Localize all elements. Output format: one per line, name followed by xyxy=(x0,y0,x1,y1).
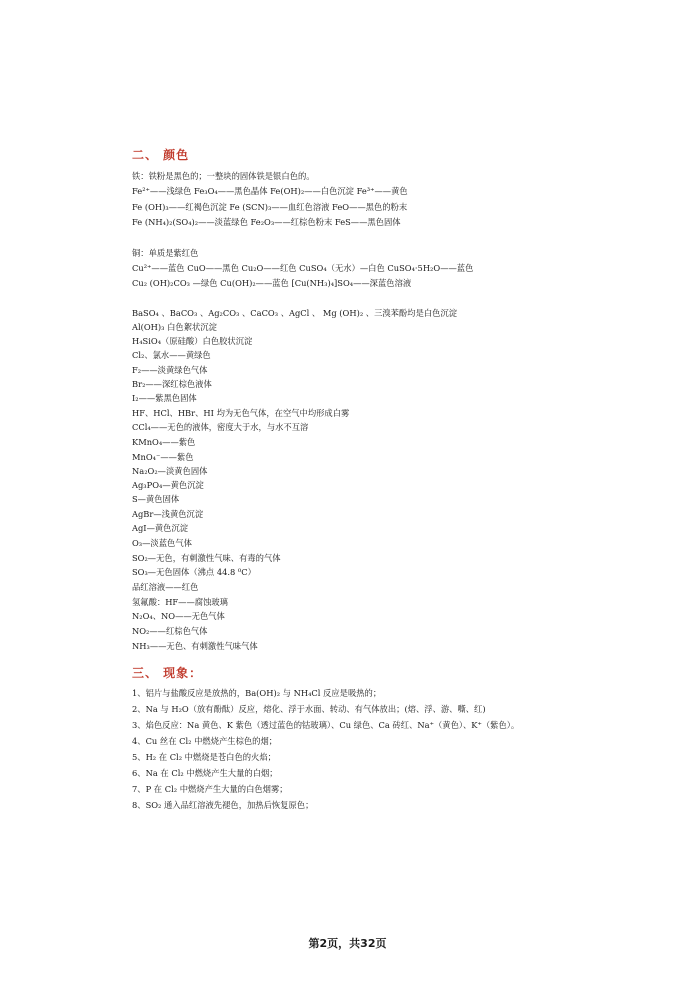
phenomenon-item: 7、P 在 Cl₂ 中燃烧产生大量的白色烟雾； xyxy=(132,784,288,794)
phenomenon-item: 2、Na 与 H₂O（放有酚酞）反应，熔化、浮于水面、转动、有气体放出；(熔、浮、游、嘶、红) xyxy=(132,704,486,714)
color-line: Al(OH)₃ 白色絮状沉淀 xyxy=(132,322,217,332)
color-line: CCl₄——无色的液体，密度大于水，与水不互溶 xyxy=(132,422,309,432)
color-line: Br₂——深红棕色液体 xyxy=(132,379,212,389)
color-line: NO₂——红棕色气体 xyxy=(132,626,208,636)
color-line: I₂——紫黑色固体 xyxy=(132,393,197,403)
color-line: BaSO₄ 、BaCO₃ 、Ag₂CO₃ 、CaCO₃ 、AgCl 、 Mg (OH)₂ 、三溴苯酚均是白色沉淀 xyxy=(132,308,458,318)
color-line: Cl₂、氯水——黄绿色 xyxy=(132,350,211,360)
section-3-heading: 三、 现象： xyxy=(132,666,203,680)
copper-line: 铜：单质是紫红色 xyxy=(132,248,199,258)
color-line: F₂——淡黄绿色气体 xyxy=(132,365,208,375)
iron-line: Fe (OH)₃——红褐色沉淀 Fe (SCN)₃——血红色溶液 FeO——黑色的粉末 xyxy=(132,202,408,212)
color-line: O₃—淡蓝色气体 xyxy=(132,538,192,548)
color-line: HF、HCl、HBr、HI 均为无色气体，在空气中均形成白雾 xyxy=(132,408,350,418)
phenomenon-item: 8、SO₂ 通入品红溶液先褪色，加热后恢复原色； xyxy=(132,800,314,810)
color-line: Ag₃PO₄—黄色沉淀 xyxy=(132,480,204,490)
color-line: AgI—黄色沉淀 xyxy=(132,523,189,533)
phenomenon-item: 4、Cu 丝在 Cl₂ 中燃烧产生棕色的烟； xyxy=(132,736,278,746)
color-line: Na₂O₂—淡黄色固体 xyxy=(132,466,208,476)
copper-line: Cu₂ (OH)₂CO₃ —绿色 Cu(OH)₂——蓝色 [Cu(NH₃)₄]SO₄——深蓝色溶液 xyxy=(132,278,412,288)
color-line: AgBr—浅黄色沉淀 xyxy=(132,509,204,519)
iron-line: Fe²⁺——浅绿色 Fe₃O₄——黑色晶体 Fe(OH)₂——白色沉淀 Fe³⁺——黄色 xyxy=(132,186,408,196)
section-2-heading: 二、 颜色 xyxy=(132,148,190,162)
phenomenon-item: 5、H₂ 在 Cl₂ 中燃烧是苍白色的火焰； xyxy=(132,752,276,762)
color-line: KMnO₄——紫色 xyxy=(132,437,196,447)
phenomenon-item: 3、焰色反应：Na 黄色、K 紫色（透过蓝色的钴玻璃）、Cu 绿色、Ca 砖红、Na⁺（黄色）、K⁺（紫色）。 xyxy=(132,720,520,730)
color-line: SO₃—无色固体（沸点 44.8 ⁰C） xyxy=(132,567,256,577)
color-line: 氢氟酸：HF——腐蚀玻璃 xyxy=(132,597,228,607)
color-line: 品红溶液——红色 xyxy=(132,582,199,592)
color-line: N₂O₄、NO——无色气体 xyxy=(132,611,225,621)
phenomenon-item: 1、铝片与盐酸反应是放热的，Ba(OH)₂ 与 NH₄Cl 反应是吸热的； xyxy=(132,688,382,698)
page-number: 第2页，共32页 xyxy=(308,937,387,950)
iron-line: Fe (NH₄)₂(SO₄)₂——淡蓝绿色 Fe₂O₃——红棕色粉末 FeS——黑色固体 xyxy=(132,217,401,227)
color-line: MnO₄⁻——紫色 xyxy=(132,452,194,462)
iron-line: 铁：铁粉是黑色的；一整块的固体铁是银白色的。 xyxy=(132,171,315,181)
color-line: S—黄色固体 xyxy=(132,494,180,504)
color-line: NH₃——无色、有刺激性气味气体 xyxy=(132,641,258,651)
phenomenon-item: 6、Na 在 Cl₂ 中燃烧产生大量的白烟； xyxy=(132,768,278,778)
color-line: H₄SiO₄（原硅酸）白色胶状沉淀 xyxy=(132,336,253,346)
color-line: SO₂—无色，有刺激性气味、有毒的气体 xyxy=(132,553,281,563)
copper-line: Cu²⁺——蓝色 CuO——黑色 Cu₂O——红色 CuSO₄（无水）—白色 CuSO₄·5H₂O——蓝色 xyxy=(132,263,474,273)
